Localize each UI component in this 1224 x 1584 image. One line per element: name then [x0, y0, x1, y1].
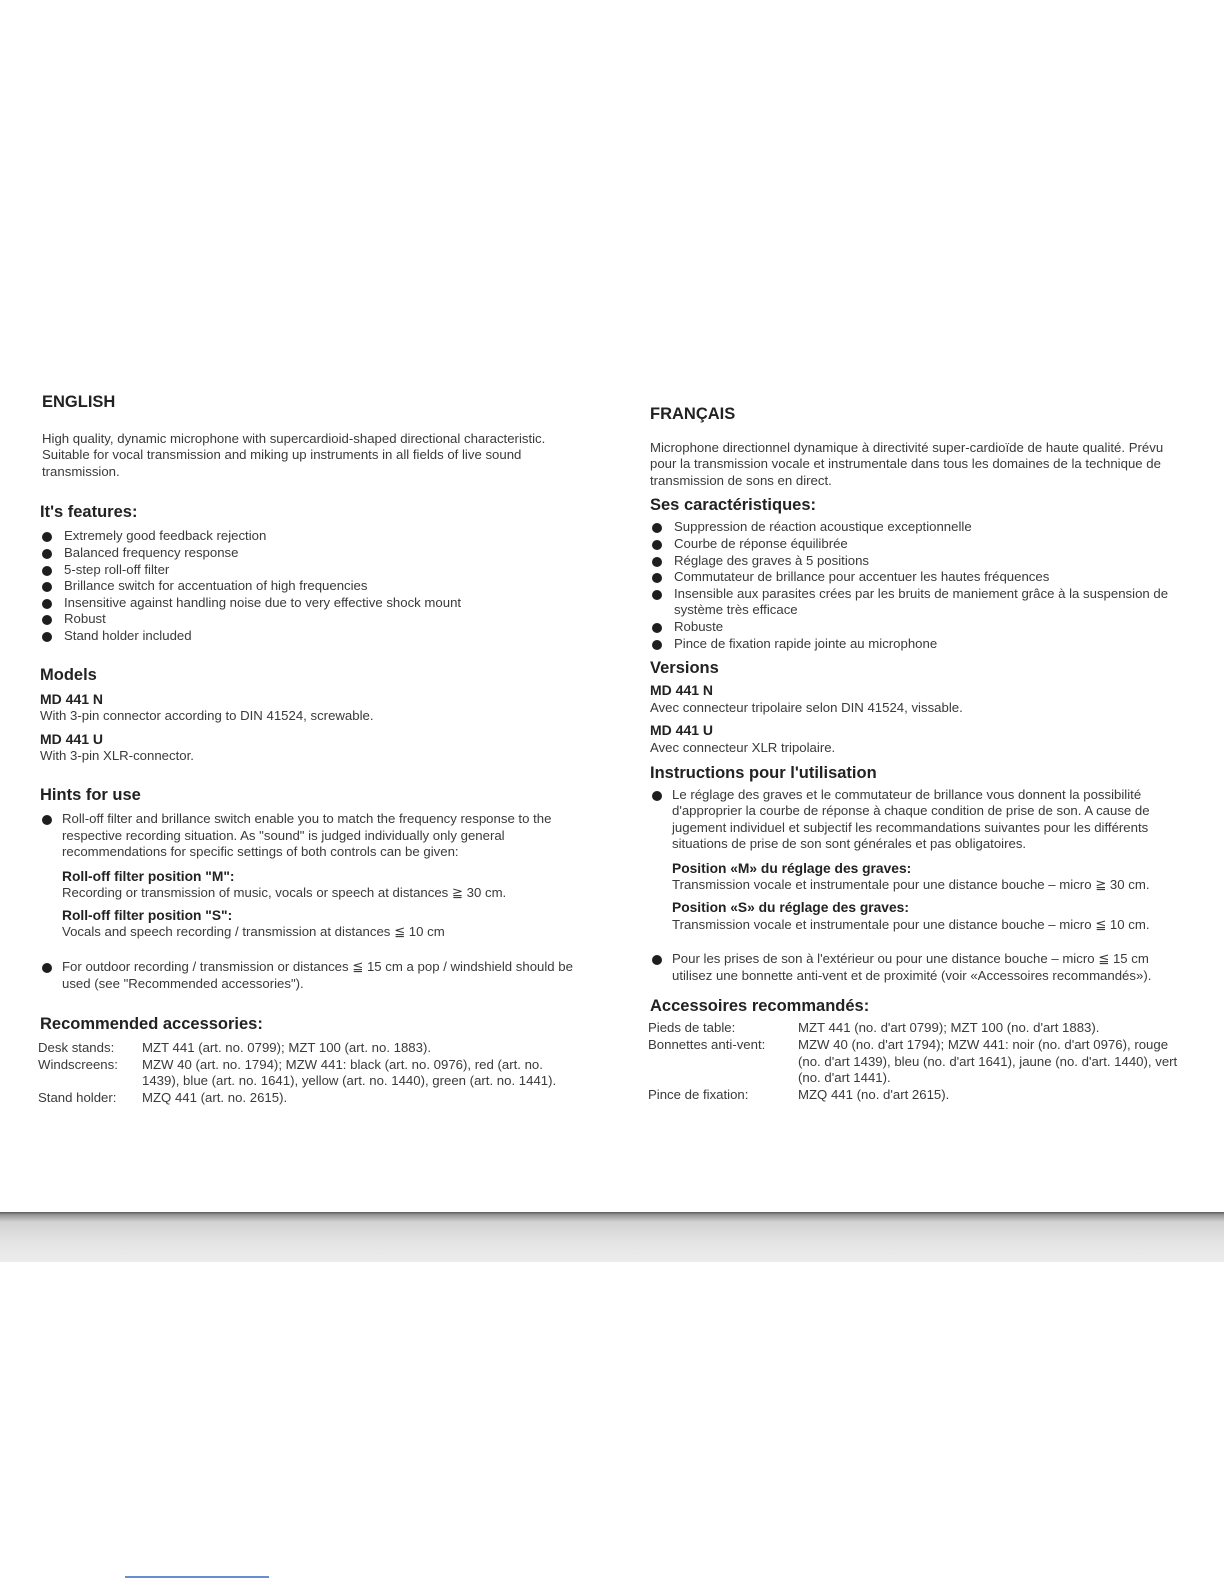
accessory-value: MZQ 441 (art. no. 2615).: [142, 1090, 288, 1106]
french-position-s-title: Position «S» du réglage des graves:: [672, 900, 909, 916]
bullet-icon: [42, 549, 52, 559]
french-position-s: [648, 900, 1188, 933]
english-position-s-title: Roll-off filter position "S":: [62, 907, 233, 923]
list-item: Balanced frequency response: [38, 545, 573, 562]
bullet-icon: [42, 632, 52, 642]
bullet-icon: [652, 557, 662, 567]
english-hint-1: Roll-off filter and brillance switch enable you to match the frequency response to the respective recording situation. As "sound" is judged individually only general recommendations for specific settings of both controls can be given:: [38, 811, 573, 861]
english-model-n-name: MD 441 N: [40, 690, 104, 707]
english-position-s-text: Vocals and speech recording / transmission at distances ≦ 10 cm: [62, 924, 445, 940]
english-position-m-title: Roll-off filter position "M":: [62, 868, 235, 884]
accessory-label: Stand holder:: [38, 1090, 117, 1106]
french-model-u-name: MD 441 U: [650, 722, 714, 739]
english-heading: ENGLISH: [42, 393, 116, 411]
bullet-icon: [652, 623, 662, 633]
bullet-icon: [652, 573, 662, 583]
list-item: Robust: [38, 611, 573, 628]
bullet-icon: [652, 540, 662, 550]
list-item: Courbe de réponse équilibrée: [648, 536, 1188, 553]
french-features-title: Ses caractéristiques:: [650, 496, 817, 515]
accessory-label: Desk stands:: [38, 1040, 115, 1056]
french-models-title: Versions: [650, 659, 719, 678]
list-item: Robuste: [648, 619, 1188, 636]
english-position-m-text: Recording or transmission of music, vocals or speech at distances ≧ 30 cm.: [62, 885, 507, 901]
bullet-icon: [42, 963, 52, 973]
french-position-m-title: Position «M» du réglage des graves:: [672, 860, 912, 876]
english-model-u-desc: With 3-pin XLR-connector.: [40, 748, 194, 764]
english-intro: High quality, dynamic microphone with supercardioid-shaped directional characteristic. Suitable for vocal transmission and miking up instruments in all fields of live sound transmission.: [42, 430, 546, 479]
french-hint-1: Le réglage des graves et le commutateur de brillance vous donnent la possibilité d'approprier la courbe de réponse à chaque condition de prise de son. A cause de jugement individuel et subjectif les recommandations suivantes pour les différents situations de prise de son sont générales et pas obligatoires.: [648, 787, 1188, 853]
english-models-title: Models: [40, 665, 97, 684]
accessory-label: Windscreens:: [38, 1056, 118, 1072]
english-column: [38, 394, 573, 1107]
accessory-value: MZQ 441 (no. d'art 2615).: [798, 1086, 950, 1102]
accessory-value: MZW 40 (no. d'art 1794); MZW 441: noir (no. d'art 0976), rouge (no. d'art 1439), bleu (no. d'art 1641), jaune (no. d'art. 1440), vert (no. d'art 1441).: [798, 1037, 1178, 1086]
list-item: Réglage des graves à 5 positions: [648, 553, 1188, 570]
french-position-s-text: Transmission vocale et instrumentale pour une distance bouche – micro ≦ 10 cm.: [672, 916, 1150, 932]
english-hint-2: For outdoor recording / transmission or distances ≦ 15 cm a pop / windshield should be used (see "Recommended accessories").: [38, 959, 573, 992]
english-features-list: [38, 528, 573, 644]
french-accessories-table: [648, 1020, 1188, 1103]
list-item: 5-step roll-off filter: [38, 562, 573, 579]
bullet-icon: [652, 590, 662, 600]
bullet-icon: [652, 791, 662, 801]
bullet-icon: [42, 615, 52, 625]
list-item: Extremely good feedback rejection: [38, 528, 573, 545]
english-hints-title: Hints for use: [40, 785, 141, 804]
list-item: Insensible aux parasites crées par les bruits de maniement grâce à la suspension de système très efficace: [648, 586, 1188, 619]
english-features-title: It's features:: [40, 503, 138, 522]
french-model-n-desc: Avec connecteur tripolaire selon DIN 41524, vissable.: [650, 699, 963, 715]
accessory-value: MZW 40 (art. no. 1794); MZW 441: black (art. no. 0976), red (art. no. 1439), blue (art. no. 1641), yellow (art. no. 1440), green (art. no. 1441).: [142, 1056, 557, 1089]
bullet-icon: [652, 955, 662, 965]
english-position-s: [38, 908, 573, 941]
list-item: Brillance switch for accentuation of high frequencies: [38, 578, 573, 595]
bullet-icon: [652, 523, 662, 533]
french-heading: FRANÇAIS: [650, 405, 736, 423]
french-hint-2: Pour les prises de son à l'extérieur ou pour une distance bouche – micro ≦ 15 cm utilisez une bonnette anti-vent et de proximité (voir «Accessoires recommandés»).: [648, 951, 1188, 984]
french-model-n-name: MD 441 N: [650, 682, 714, 699]
list-item: Commutateur de brillance pour accentuer les hautes fréquences: [648, 569, 1188, 586]
list-item: Stand holder included: [38, 628, 573, 645]
accessory-label: Pieds de table:: [648, 1020, 736, 1036]
english-model-u-name: MD 441 U: [40, 730, 104, 747]
scan-edge-shadow: [0, 1212, 1224, 1262]
french-features-list: [648, 519, 1188, 652]
french-model-u-desc: Avec connecteur XLR tripolaire.: [650, 739, 836, 755]
footnote-rule: [125, 1576, 269, 1578]
accessory-value: MZT 441 (art. no. 0799); MZT 100 (art. no. 1883).: [142, 1040, 432, 1056]
bullet-icon: [42, 532, 52, 542]
accessory-label: Bonnettes anti-vent:: [648, 1037, 766, 1053]
french-intro: Microphone directionnel dynamique à directivité super-cardioïde de haute qualité. Prévu pour la transmission vocale et instrumentale dans tous les domaines de la technique de transmission de sons en direct.: [650, 439, 1164, 488]
bullet-icon: [42, 599, 52, 609]
french-position-m: [648, 861, 1188, 894]
english-model-n-desc: With 3-pin connector according to DIN 41524, screwable.: [40, 708, 374, 724]
english-position-m: [38, 869, 573, 902]
english-accessories-table: [38, 1040, 573, 1106]
english-accessories-title: Recommended accessories:: [40, 1015, 263, 1034]
accessory-value: MZT 441 (no. d'art 0799); MZT 100 (no. d'art 1883).: [798, 1020, 1100, 1036]
french-accessories-title: Accessoires recommandés:: [650, 997, 870, 1016]
french-position-m-text: Transmission vocale et instrumentale pour une distance bouche – micro ≧ 30 cm.: [672, 877, 1150, 893]
list-item: Insensitive against handling noise due to very effective shock mount: [38, 595, 573, 612]
list-item: Suppression de réaction acoustique exceptionnelle: [648, 519, 1188, 536]
list-item: Pince de fixation rapide jointe au microphone: [648, 636, 1188, 653]
bullet-icon: [42, 582, 52, 592]
bullet-icon: [42, 566, 52, 576]
bullet-icon: [42, 815, 52, 825]
french-hints-title: Instructions pour l'utilisation: [650, 763, 877, 782]
bullet-icon: [652, 640, 662, 650]
french-column: [648, 406, 1188, 1103]
accessory-label: Pince de fixation:: [648, 1086, 749, 1102]
